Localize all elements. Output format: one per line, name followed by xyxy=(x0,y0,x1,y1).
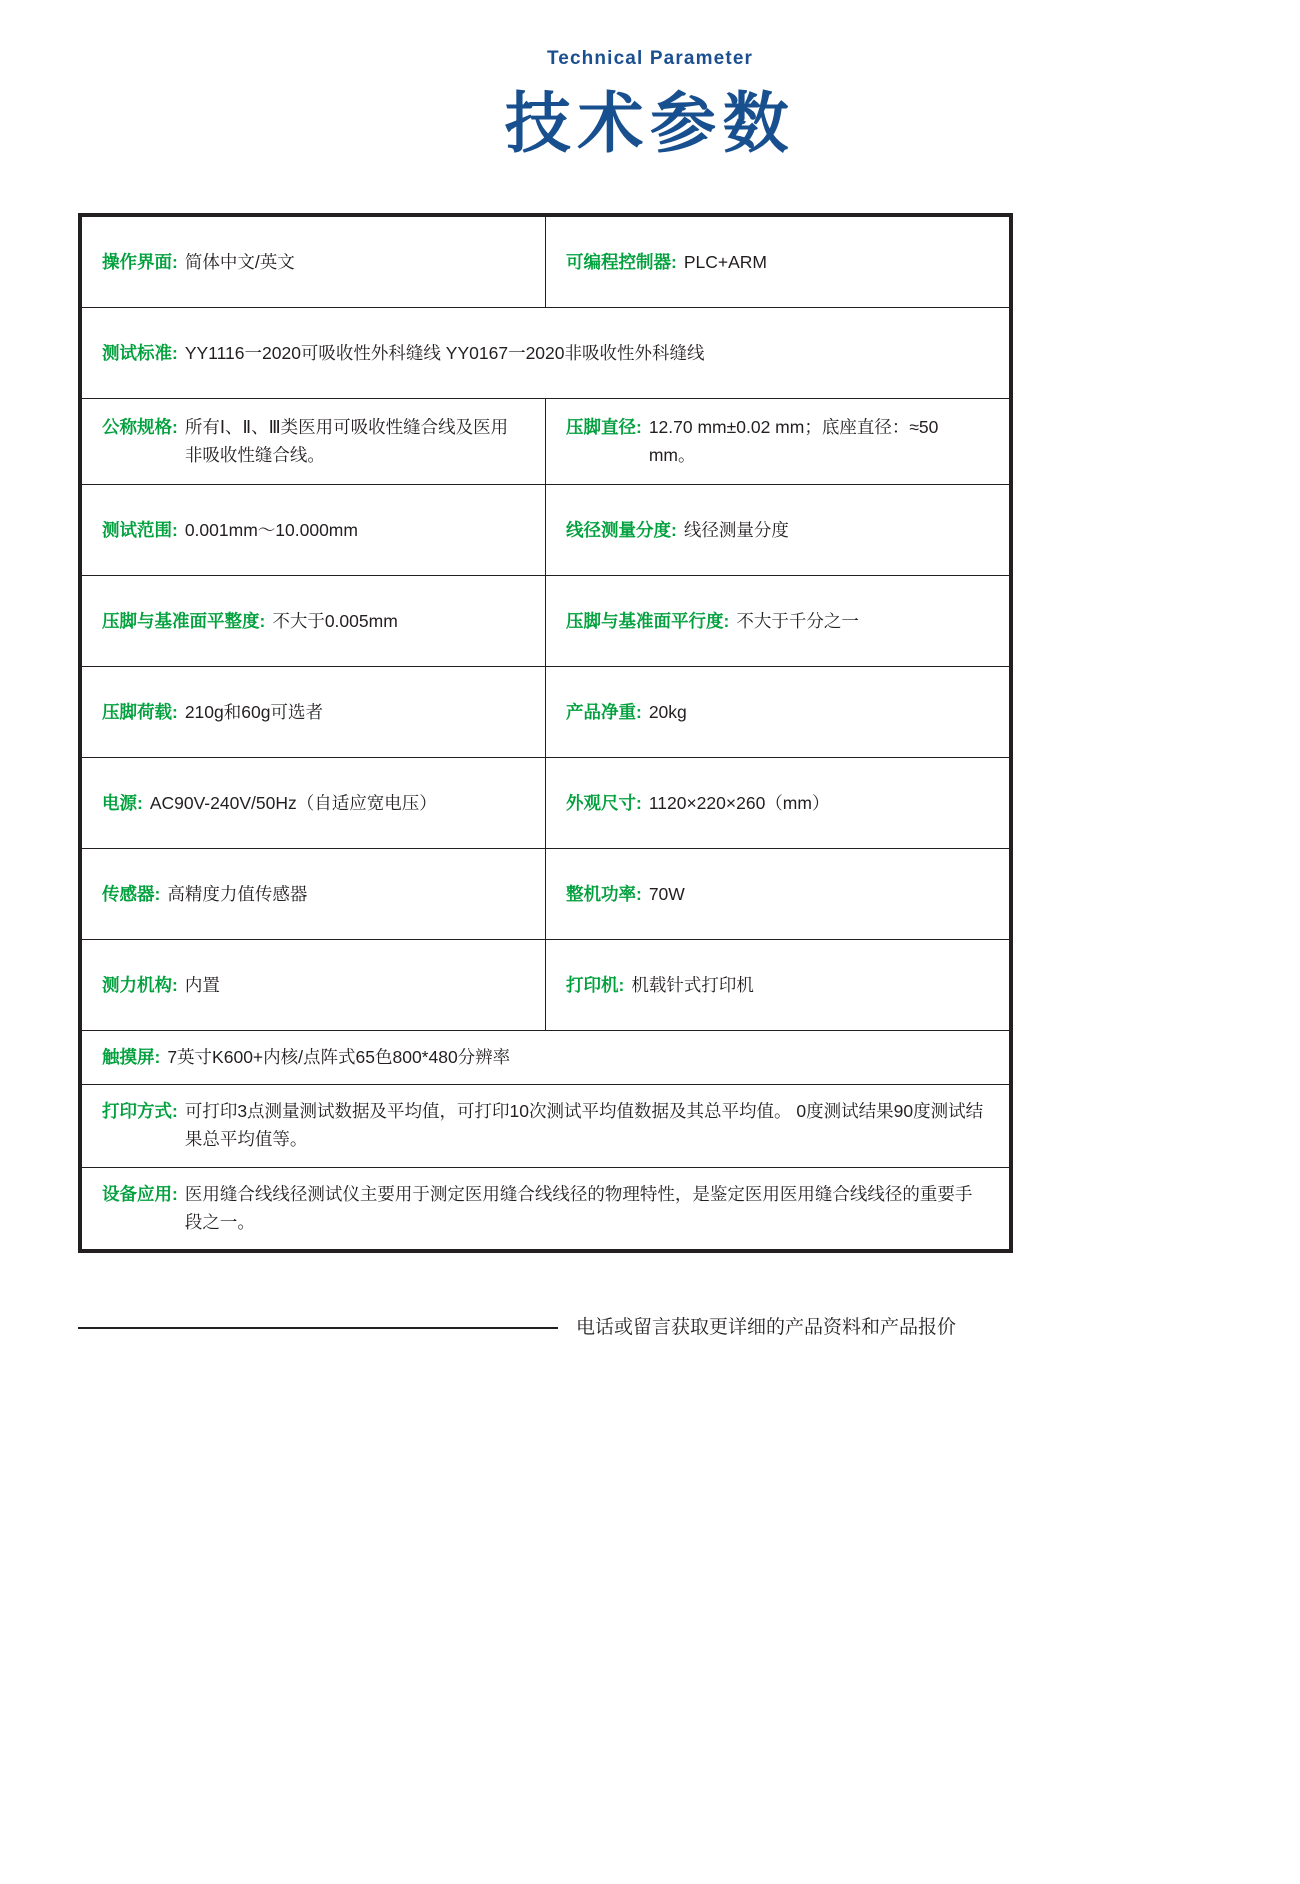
spec-label: 可编程控制器: xyxy=(566,251,677,272)
spec-label: 电源: xyxy=(102,792,143,813)
table-row xyxy=(82,939,1010,1030)
table-cell-operation-interface xyxy=(82,217,546,308)
table-row xyxy=(82,666,1010,757)
page-footer xyxy=(78,1315,1013,1342)
spec-label: 压脚直径: xyxy=(566,417,642,437)
spec-label: 压脚荷载: xyxy=(102,701,178,722)
spec-value: 可打印3点测量测试数据及平均值，可打印10次测试平均值数据及其总平均值。 0度测试结果90度测试结果总平均值等。 xyxy=(184,1101,984,1150)
table-cell-test-standard xyxy=(82,308,1010,399)
page-title: 技术参数 xyxy=(504,85,796,160)
spec-label: 测试标准: xyxy=(102,342,178,363)
table-cell-force-mechanism xyxy=(82,939,546,1030)
spec-label: 产品净重: xyxy=(566,701,642,722)
spec-label: 测力机构: xyxy=(102,974,178,995)
header-eyebrow: Technical Parameter xyxy=(546,48,754,69)
table-row xyxy=(82,399,1010,485)
spec-value: 所有Ⅰ、Ⅱ、Ⅲ类医用可吸收性缝合线及医用非吸收性缝合线。 xyxy=(184,417,509,466)
table-cell-touchscreen xyxy=(82,1030,1010,1084)
table-row xyxy=(82,308,1010,399)
spec-value: AC90V-240V/50Hz（自适应宽电压） xyxy=(149,792,437,813)
spec-label: 传感器: xyxy=(102,883,161,904)
table-row xyxy=(82,575,1010,666)
table-cell-parallelism xyxy=(546,575,1010,666)
table-row xyxy=(82,848,1010,939)
table-cell-presser-foot-load xyxy=(82,666,546,757)
spec-value: 线径测量分度 xyxy=(683,519,789,540)
table-row xyxy=(82,757,1010,848)
table-cell-dimensions xyxy=(546,757,1010,848)
table-row xyxy=(82,484,1010,575)
spec-value: 7英寸K600+内核/点阵式65色800*480分辨率 xyxy=(167,1046,511,1067)
spec-value: 简体中文/英文 xyxy=(184,251,295,272)
spec-value: 不大于千分之一 xyxy=(736,610,859,631)
spec-label: 触摸屏: xyxy=(102,1046,161,1067)
spec-value: 医用缝合线线径测试仪主要用于测定医用缝合线线径的物理特性，是鉴定医用医用缝合线线径的重要手段之一。 xyxy=(184,1183,973,1233)
spec-value: 70W xyxy=(648,883,685,904)
table-cell-test-range xyxy=(82,484,546,575)
spec-value: 20kg xyxy=(648,701,687,722)
table-row xyxy=(82,217,1010,308)
footer-contact-text: 电话或留言获取更详细的产品资料和产品报价 xyxy=(576,1317,957,1338)
table-cell-nominal-spec xyxy=(82,399,546,485)
page-header xyxy=(0,0,1300,163)
table-cell-sensor xyxy=(82,848,546,939)
table-row xyxy=(82,1085,1010,1168)
table-cell-printer xyxy=(546,939,1010,1030)
table-row xyxy=(82,1167,1010,1250)
spec-label: 压脚与基准面平整度: xyxy=(102,610,266,631)
spec-label: 外观尺寸: xyxy=(566,792,642,813)
table-cell-presser-foot-diameter xyxy=(546,399,1010,485)
spec-value: 不大于0.005mm xyxy=(272,610,398,631)
spec-label: 打印方式: xyxy=(102,1101,178,1122)
table-row xyxy=(82,1030,1010,1084)
table-cell-diameter-resolution xyxy=(546,484,1010,575)
spec-label: 压脚与基准面平行度: xyxy=(566,610,730,631)
table-cell-total-power xyxy=(546,848,1010,939)
spec-value: 1120×220×260（mm） xyxy=(648,792,830,813)
specification-table xyxy=(78,213,1013,1253)
spec-value: 210g和60g可选者 xyxy=(184,701,323,722)
spec-label: 打印机: xyxy=(566,974,625,995)
table-cell-application xyxy=(82,1167,1010,1250)
spec-value: 内置 xyxy=(184,974,220,995)
spec-label: 公称规格: xyxy=(102,417,178,437)
spec-value: 12.70 mm±0.02 mm；底座直径：≈50 mm。 xyxy=(648,417,939,466)
table-cell-power-supply xyxy=(82,757,546,848)
spec-label: 设备应用: xyxy=(102,1183,178,1204)
footer-divider xyxy=(78,1327,558,1329)
table-cell-flatness xyxy=(82,575,546,666)
table-cell-print-mode xyxy=(82,1085,1010,1168)
spec-value: 机载针式打印机 xyxy=(631,974,754,995)
spec-value: 高精度力值传感器 xyxy=(167,883,308,904)
spec-label: 整机功率: xyxy=(566,883,642,904)
table-cell-plc-controller xyxy=(546,217,1010,308)
spec-value: YY1116一2020可吸收性外科缝线 YY0167一2020非吸收性外科缝线 xyxy=(184,342,705,363)
table-cell-net-weight xyxy=(546,666,1010,757)
spec-value: PLC+ARM xyxy=(683,251,767,272)
spec-label: 操作界面: xyxy=(102,251,178,272)
spec-label: 线径测量分度: xyxy=(566,519,677,540)
spec-value: 0.001mm～10.000mm xyxy=(184,519,358,540)
spec-label: 测试范围: xyxy=(102,519,178,540)
